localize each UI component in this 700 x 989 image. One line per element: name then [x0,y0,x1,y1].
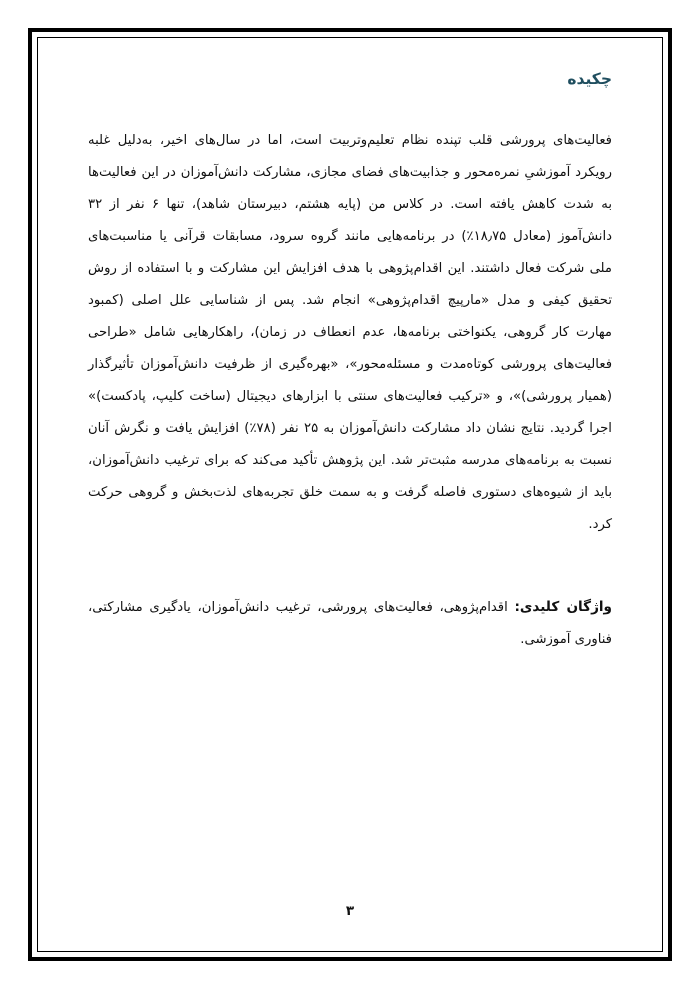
page-number: ۳ [345,903,355,919]
page-title: چکیده [567,70,612,88]
page-content-area [88,70,612,656]
keywords-label: واژگان کلیدی: [514,598,613,615]
keywords-line [88,591,612,656]
abstract-paragraph: فعالیت‌های پرورشی قلب تپنده نظام تعلیم‌وتربیت است، اما در سال‌های اخیر، به‌دلیل غلبه رویکرد آموزشیِ نمره‌محور و جذابیت‌های فضای مجازی، مشارکت دانش‌آموزان در این فعالیت‌ها به شدت کاهش یافته است. در کلاس من (پایه هشتم، دبیرستان شاهد)، تنها ۶ نفر از ۳۲ دانش‌آموز (معادل ۱۸٫۷۵٪) در برنامه‌هایی مانند گروه سرود، مسابقات قرآنی یا مناسبت‌های ملی شرکت فعال داشتند. این اقدام‌پژوهی با هدف افزایش این مشارکت و با استفاده از روش تحقیق کیفی و مدل «مارپیچ اقدام‌پژوهی» انجام شد. پس از شناسایی علل اصلی (کمبود مهارت کار گروهی، یکنواختی برنامه‌ها، عدم انعطاف در زمان)، راهکارهایی شامل «طراحی فعالیت‌های پرورشی کوتاه‌مدت و مسئله‌محور»، «بهره‌گیری از ظرفیت دانش‌آموزان تأثیرگذار (همیار پرورشی)»، و «ترکیب فعالیت‌های سنتی با ابزارهای دیجیتال (ساخت کلیپ، پادکست)» اجرا گردید. نتایج نشان داد مشارکت دانش‌آموزان به ۲۵ نفر (۷۸٪) افزایش یافت و نگرش آنان نسبت به برنامه‌های مدرسه مثبت‌تر شد. این پژوهش تأکید می‌کند که برای ترغیب دانش‌آموزان، باید از شیوه‌های دستوری فاصله گرفت و به سمت خلق تجربه‌های لذت‌بخش و گروهی حرکت کرد. [88,132,612,532]
keywords-list: اقدام‌پژوهی، فعالیت‌های پرورشی، ترغیب دانش‌آموزان، یادگیری مشارکتی، فناوری آموزشی. [88,599,612,647]
